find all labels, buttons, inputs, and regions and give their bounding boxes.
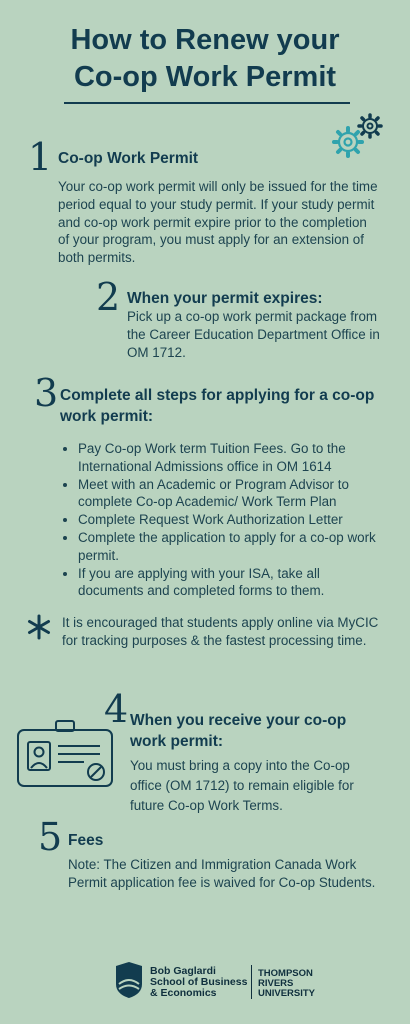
- asterisk-icon: [26, 614, 52, 640]
- step-2-body: Pick up a co-op work permit package from the Career Education Department Office in OM 1712.: [127, 309, 380, 360]
- step-1-body: Your co-op work permit will only be issued for the time period equal to your study permit. If your study permit and co-op work permit expire prior to the completion of your program, you must apply for an extension of both permits.: [58, 179, 378, 266]
- step-1-number: 1: [28, 135, 53, 179]
- step-4-heading: When you receive your co-op work permit:: [130, 712, 347, 750]
- id-card-icon: [16, 718, 114, 788]
- step-3-number: 3: [34, 371, 59, 415]
- list-item: • Pay Co-op Work term Tuition Fees. Go to the International Admissions office in OM 1614: [78, 440, 388, 476]
- step-4-body: You must bring a copy into the Co-op office (OM 1712) to remain eligible for future Co-op Work Terms.: [130, 758, 354, 813]
- footer-divider: [251, 965, 252, 999]
- university-name-line-1: THOMPSON: [258, 968, 313, 979]
- list-item: • If you are applying with your ISA, take all documents and completed forms to them.: [78, 565, 388, 601]
- step-4-number: 4: [104, 687, 129, 731]
- list-item: • Complete Request Work Authorization Letter: [78, 511, 388, 529]
- step-3-heading: Complete all steps for applying for a co-op work permit:: [60, 387, 375, 425]
- step-2-heading: When your permit expires:: [127, 290, 323, 307]
- list-item: • Complete the application to apply for a co-op work permit.: [78, 529, 388, 565]
- step-5-body: Note: The Citizen and Immigration Canada Work Permit application fee is waived for Co-op Students.: [68, 857, 376, 890]
- gears-icon: [326, 112, 388, 164]
- university-name-line-3: UNIVERSITY: [258, 988, 316, 999]
- step-1-heading: Co-op Work Permit: [58, 150, 199, 167]
- page-title-line-1: How to Renew your: [70, 24, 340, 56]
- step-5-number: 5: [38, 815, 63, 859]
- school-logo-icon: [114, 962, 144, 998]
- list-item: • Meet with an Academic or Program Advisor to complete Co-op Academic/ Work Term Plan: [78, 476, 388, 512]
- note-body: It is encouraged that students apply online via MyCIC for tracking purposes & the fastest processing time.: [62, 615, 379, 648]
- step-3-list: [60, 440, 388, 600]
- university-name-line-2: RIVERS: [258, 978, 294, 989]
- school-name-line-2: School of Business: [150, 976, 248, 988]
- title-divider: [64, 102, 350, 104]
- school-name-line-3: & Economics: [150, 987, 217, 999]
- step-2-number: 2: [96, 275, 121, 319]
- school-name-line-1: Bob Gaglardi: [150, 965, 216, 977]
- page-title-line-2: Co-op Work Permit: [73, 61, 337, 93]
- step-5-heading: Fees: [68, 832, 104, 849]
